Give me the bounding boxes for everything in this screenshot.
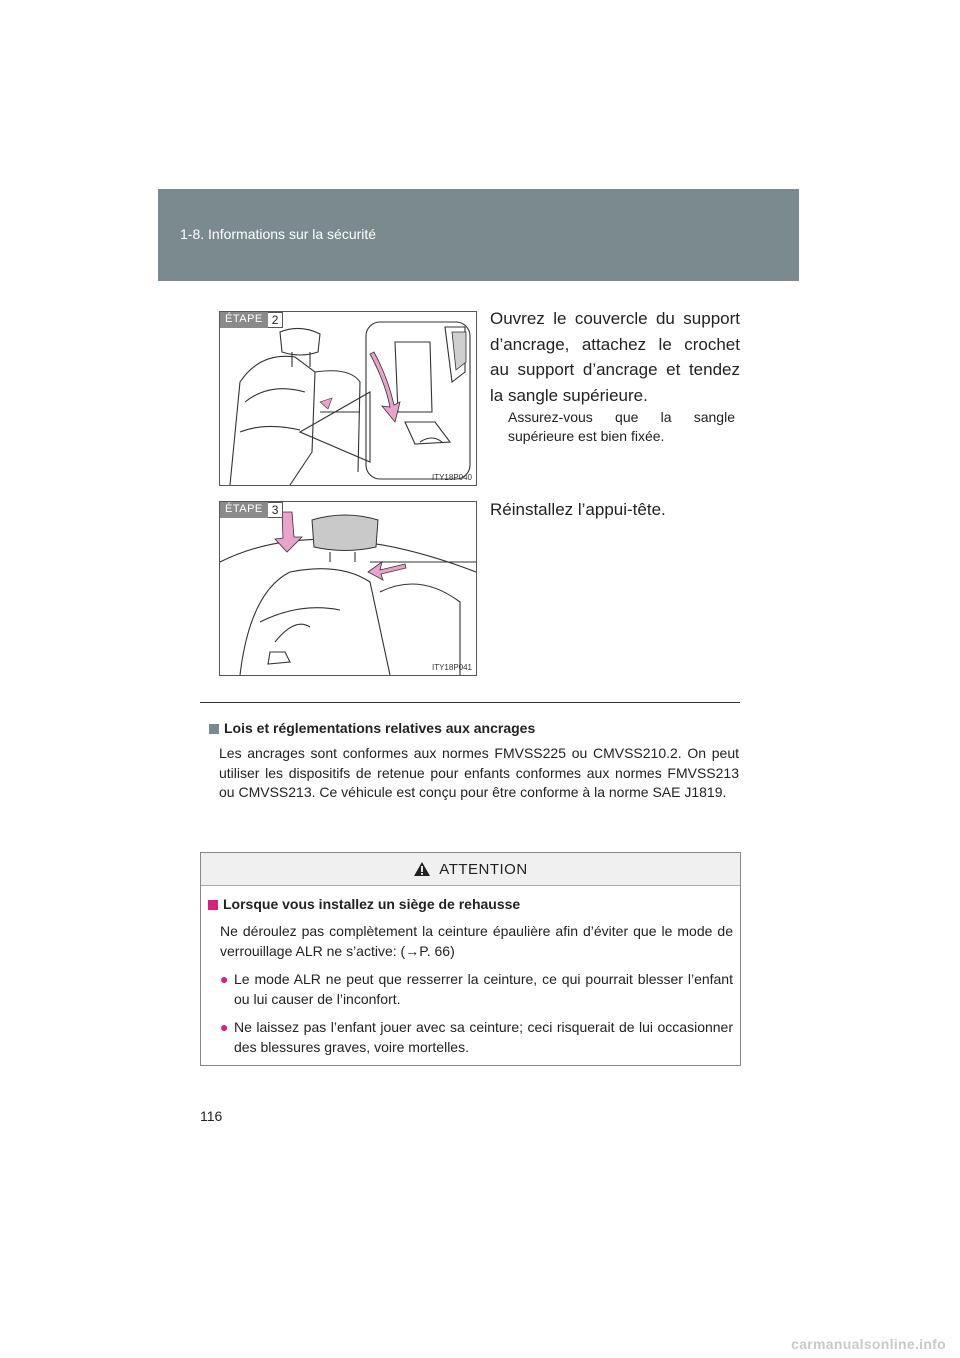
page-number: 116 bbox=[200, 1108, 223, 1124]
figure-step-2 bbox=[219, 311, 477, 486]
warning-paragraph: Ne déroulez pas complètement la ceinture épaulière afin d’éviter que le mode de verrouillage ALR ne s’active: (→P. 66) bbox=[220, 923, 733, 959]
warning-heading bbox=[208, 896, 733, 912]
step-badge bbox=[220, 312, 283, 328]
bullet-dot-icon: ● bbox=[220, 1019, 229, 1035]
info-heading bbox=[209, 720, 739, 736]
info-block bbox=[209, 720, 739, 803]
step-badge bbox=[220, 502, 283, 518]
square-bullet-icon bbox=[209, 724, 219, 734]
section-divider bbox=[200, 702, 740, 703]
step-badge-number: 3 bbox=[268, 502, 284, 518]
square-bullet-icon bbox=[208, 900, 218, 910]
bullet-dot-icon: ● bbox=[220, 971, 229, 987]
warning-body bbox=[201, 886, 740, 1057]
step-badge-label: ÉTAPE bbox=[220, 502, 268, 518]
section-header-band bbox=[158, 189, 799, 281]
warning-title: ATTENTION bbox=[439, 860, 528, 878]
step-2-text: Ouvrez le couvercle du support d’ancrage, attachez le crochet au support d’ancrage et tendez la sangle supérieure. bbox=[490, 309, 740, 405]
illustration-anchor-hook bbox=[220, 312, 476, 485]
figure-code: ITY18P041 bbox=[431, 663, 472, 672]
step-3-text: Réinstallez l’appui-tête. bbox=[490, 500, 666, 519]
figure-code: ITY18P040 bbox=[431, 473, 472, 482]
info-heading-text: Lois et réglementations relatives aux ancrages bbox=[224, 720, 536, 736]
warning-triangle-icon bbox=[413, 861, 431, 877]
illustration-headrest bbox=[220, 502, 476, 675]
warning-bullet bbox=[220, 1017, 733, 1057]
figure-step-3 bbox=[219, 501, 477, 676]
warning-header bbox=[201, 853, 740, 886]
step-badge-number: 2 bbox=[268, 312, 284, 328]
warning-bullet-text: Le mode ALR ne peut que resserrer la ceinture, ce qui pourrait blesser l’enfant ou lui causer de l’inconfort. bbox=[234, 971, 733, 1007]
step-badge-label: ÉTAPE bbox=[220, 312, 268, 328]
warning-bullet-text: Ne laissez pas l’enfant jouer avec sa ceinture; ceci risquerait de lui occasionner des blessures graves, voire mortelles. bbox=[234, 1019, 733, 1055]
step-2-note: Assurez-vous que la sangle supérieure est bien fixée. bbox=[508, 409, 735, 444]
info-paragraph: Les ancrages sont conformes aux normes FMVSS225 ou CMVSS210.2. On peut utiliser les dispositifs de retenue pour enfants conformes aux normes FMVSS213 ou CMVSS213. Ce véhicule est conçu pour être conforme à la norme SAE J1819. bbox=[219, 745, 739, 800]
warning-heading-text: Lorsque vous installez un siège de rehausse bbox=[223, 896, 521, 912]
warning-bullet bbox=[220, 969, 733, 1009]
warning-box bbox=[200, 852, 741, 1066]
section-title: 1-8. Informations sur la sécurité bbox=[180, 226, 377, 242]
watermark: carmanualsonline.info bbox=[791, 1336, 946, 1352]
